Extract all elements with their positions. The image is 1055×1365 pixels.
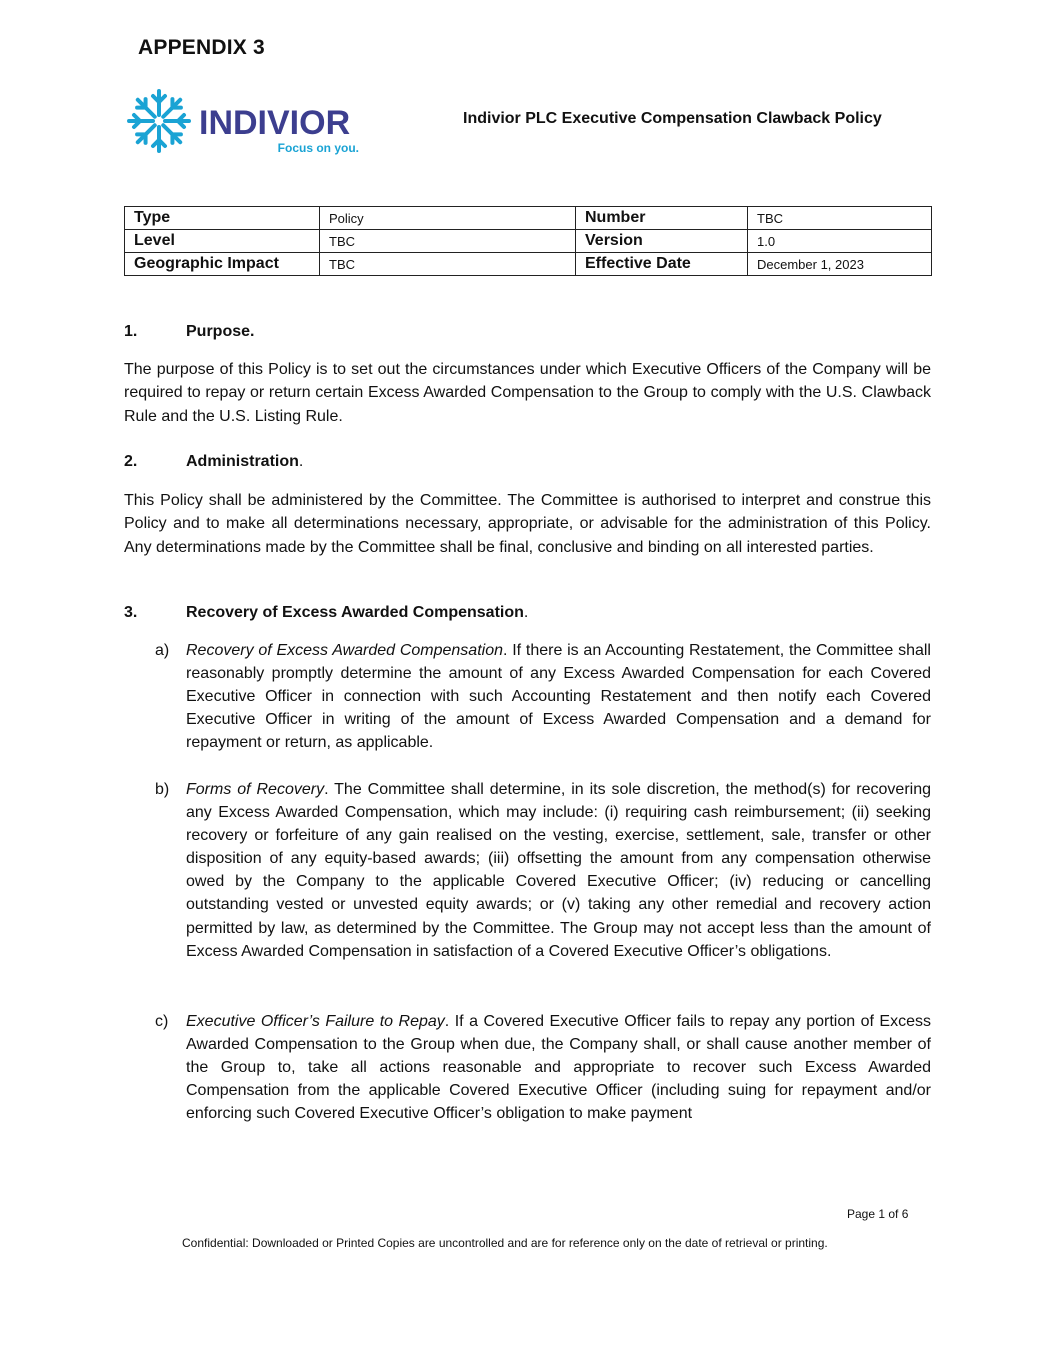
- list-item-lead: Recovery of Excess Awarded Compensation: [186, 642, 503, 659]
- starburst-icon: [129, 91, 189, 151]
- section-title: Recovery of Excess Awarded Compensation: [186, 604, 524, 621]
- meta-key-number: Number: [576, 207, 748, 230]
- list-item: [155, 778, 931, 963]
- meta-value-type: Policy: [320, 207, 576, 230]
- meta-value-number: TBC: [748, 207, 932, 230]
- list-item: [155, 639, 931, 754]
- meta-key-level: Level: [125, 230, 320, 253]
- policy-meta-table: [124, 206, 932, 276]
- list-item-marker: c): [155, 1013, 169, 1030]
- meta-value-effective-date: December 1, 2023: [748, 253, 932, 276]
- table-row: [125, 230, 932, 253]
- section-title-period: .: [523, 604, 529, 621]
- section-number: 2.: [124, 453, 138, 470]
- list-item-text: . If a Covered Executive Officer fails to repay any portion of Excess Awarded Compensation to the Group when due, the Company shall, or shall cause another member of the Group to, take all actions reasonable and appropriate to recover such Excess Awarded Compensation from the applicable Covered Executive Officer (including suing for repayment and/or enforcing such Covered Executive Officer’s obligation to make payment: [186, 1013, 932, 1123]
- meta-key-type: Type: [125, 207, 320, 230]
- list-item-lead: Executive Officer’s Failure to Repay: [186, 1013, 445, 1030]
- section-2-heading: [124, 450, 931, 473]
- logo-graphic: [125, 86, 365, 156]
- meta-value-level: TBC: [320, 230, 576, 253]
- list-item-text: . The Committee shall determine, in its sole discretion, the method(s) for recovering any Excess Awarded Compensation, which may include: (i) requiring cash reimbursement; (ii) seeking recovery or forfeiture of any gain realised on the vesting, exercise, settlement, sale, transfer or other disposition of any equity-based awards; (iii) offsetting the amount from any compensation otherwise owed by the Company to the applicable Covered Executive Officer; (iv) reducing or cancelling outstanding vested or unvested equity awards; or (v) taking any other remedial and recovery action permitted by law, as determined by the Committee. The Group may not accept less than the amount of Excess Awarded Compensation in satisfaction of a Covered Executive Officer’s obligations.: [186, 781, 931, 960]
- logo-tagline: Focus on you.: [277, 141, 359, 155]
- confidentiality-footer: Confidential: Downloaded or Printed Copies are uncontrolled and are for reference only on the date of retrieval or printing.: [182, 1236, 828, 1250]
- list-item-text: . If there is an Accounting Restatement, the Committee shall reasonably promptly determine the amount of any Excess Awarded Compensation for each Covered Executive Officer in connection with such Accounting Restatement and then notify each Covered Executive Officer in writing of the amount of Excess Awarded Compensation and a demand for repayment or return, as applicable.: [186, 642, 931, 752]
- list-item-marker: a): [155, 642, 170, 659]
- document-title: Indivior PLC Executive Compensation Clawback Policy: [463, 110, 882, 127]
- section-number: 1.: [124, 323, 138, 340]
- table-row: [125, 253, 932, 276]
- meta-value-geographic-impact: TBC: [320, 253, 576, 276]
- section-title: Administration: [186, 453, 299, 470]
- section-number: 3.: [124, 604, 138, 621]
- meta-key-version: Version: [576, 230, 748, 253]
- meta-value-version: 1.0: [748, 230, 932, 253]
- section-2-body: This Policy shall be administered by the Committee. The Committee is authorised to interpret and construe this Policy and to make all determinations necessary, appropriate, or advisable for the administration of this Policy. Any determinations made by the Committee shall be final, conclusive and binding on all interested parties.: [124, 492, 931, 556]
- meta-key-geographic-impact: Geographic Impact: [125, 253, 320, 276]
- list-item-lead: Forms of Recovery: [186, 781, 325, 798]
- logo-wordmark: INDIVIOR: [199, 104, 351, 142]
- list-item: [155, 1010, 931, 1125]
- list-item-marker: b): [155, 781, 170, 798]
- section-1-heading: [124, 320, 931, 343]
- page-number: Page 1 of 6: [847, 1207, 909, 1221]
- indivior-logo: [125, 86, 365, 156]
- section-title-period: .: [298, 453, 304, 470]
- appendix-label: APPENDIX 3: [138, 36, 265, 59]
- section-title: Purpose.: [186, 323, 255, 340]
- section-1-body: The purpose of this Policy is to set out the circumstances under which Executive Officers of the Company will be required to repay or return certain Excess Awarded Compensation to the Group to comply with the U.S. Clawback Rule and the U.S. Listing Rule.: [124, 361, 931, 425]
- section-3-heading: [124, 601, 931, 624]
- table-row: [125, 207, 932, 230]
- meta-key-effective-date: Effective Date: [576, 253, 748, 276]
